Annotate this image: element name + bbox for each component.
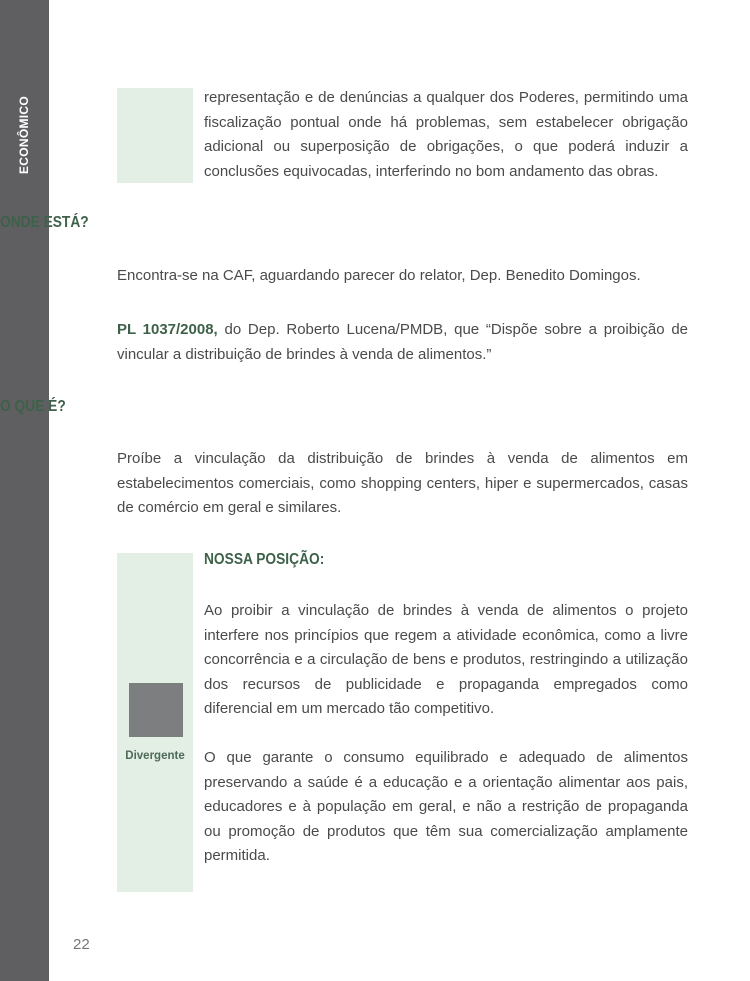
section-label: ECONÔMICO [17,95,31,175]
where-is-heading: ONDE ESTÁ? [0,214,89,231]
position-status-indicator [129,683,183,737]
side-box-continuation [117,88,193,183]
bill-number: PL 1037/2008, [117,321,218,338]
where-is-text: Encontra-se na CAF, aguardando parecer do relator, Dep. Benedito Domingos. [117,267,641,284]
page-number: 22 [73,936,90,953]
bill-paragraph [117,318,688,367]
what-is-text: Proíbe a vinculação da distribuição de brindes à venda de alimentos em estabelecimentos comerciais, como shopping centers, hiper e supermercados, casas de comércio em geral e similares. [117,450,688,516]
position-status-label: Divergente [125,750,185,762]
position-paragraph-2: O que garante o consumo equilibrado e adequado de alimentos preservando a saúde é a educação e a orientação alimentar aos pais, educadores e à população em geral, e não a restrição de propaganda ou promoção de produtos que têm sua comercialização amplamente permitida. [204,749,688,864]
section-sidebar [0,0,49,981]
continuation-paragraph: representação e de denúncias a qualquer dos Poderes, permitindo uma fiscalização pontual onde há problemas, sem estabelecer obrigação adicional ou superposição de obrigações, o que poderá induzir a conclusões equivocadas, interferindo no bom andamento das obras. [204,89,688,180]
position-paragraph-1: Ao proibir a vinculação de brindes à venda de alimentos o projeto interfere nos princípios que regem a atividade econômica, como a livre concorrência e a circulação de bens e produtos, restringindo a utilização dos recursos de publicidade e propaganda empregados como diferencial em um mercado tão competitivo. [204,602,688,717]
position-heading: NOSSA POSIÇÃO: [204,551,325,568]
what-is-heading: O QUE É? [0,398,66,415]
bill-description: do Dep. Roberto Lucena/PMDB, que “Dispõe sobre a proibição de vincular a distribuição de brindes à venda de alimentos.” [117,321,688,363]
